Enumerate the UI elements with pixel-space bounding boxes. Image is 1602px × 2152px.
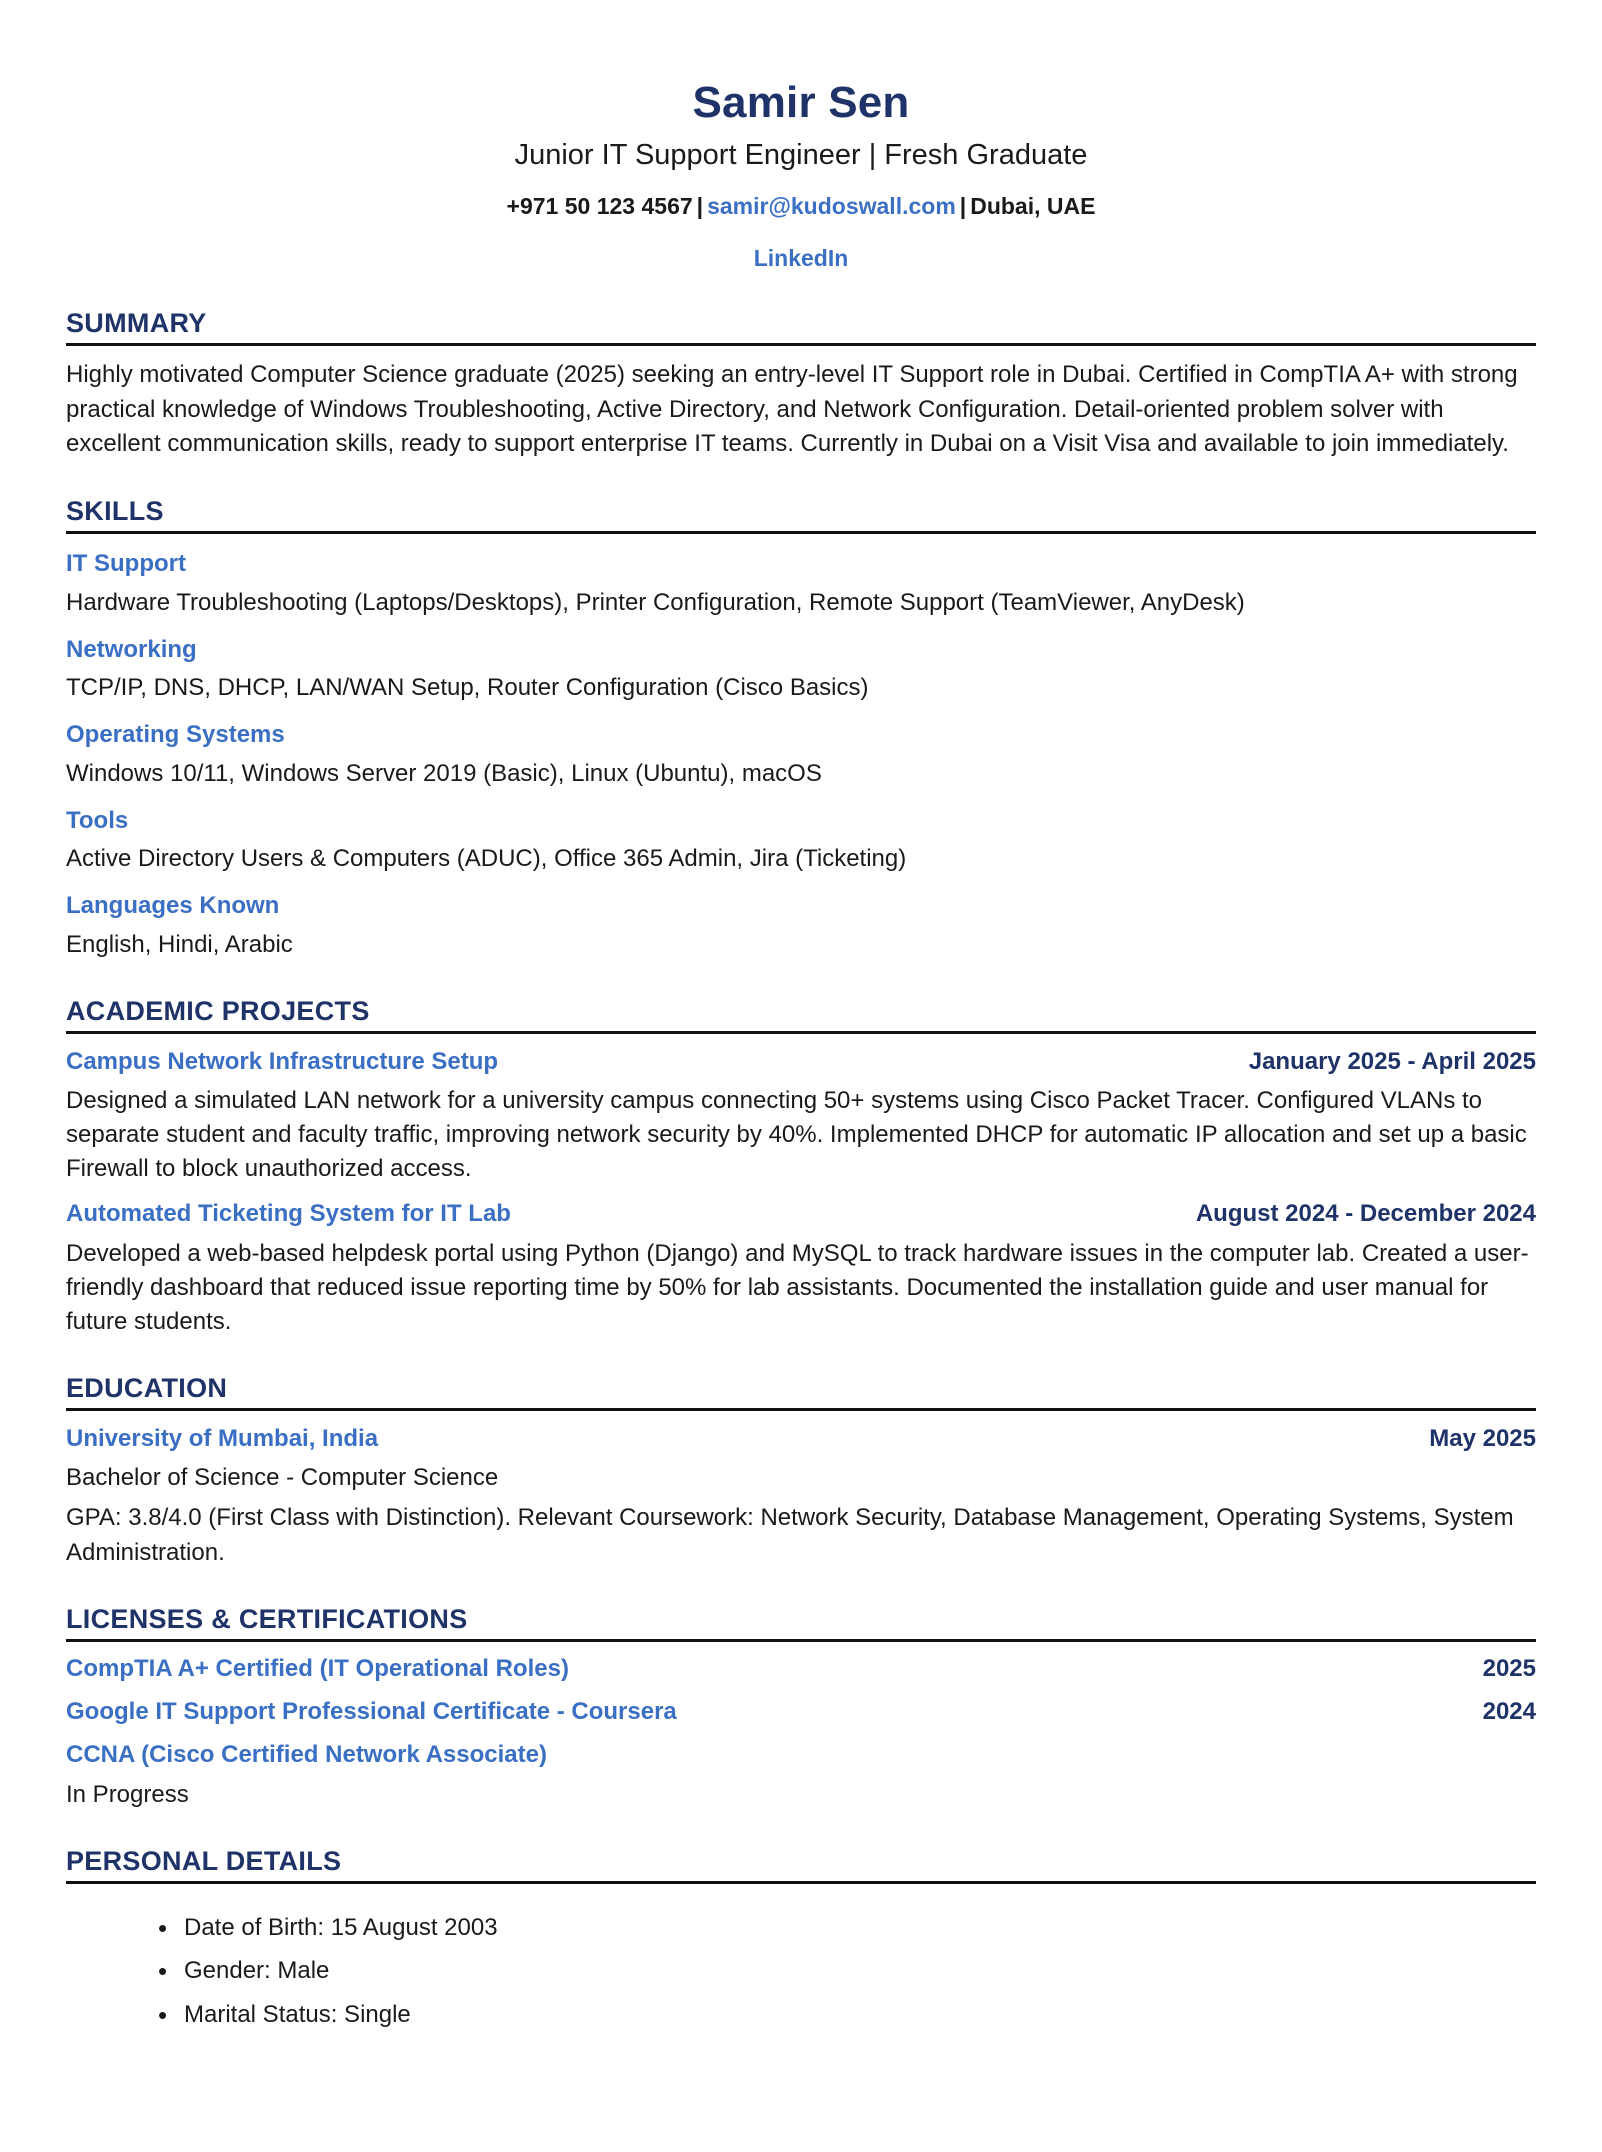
projects-section-title: ACADEMIC PROJECTS xyxy=(66,996,1536,1034)
education-institution: University of Mumbai, India xyxy=(66,1424,379,1452)
list-item: • Gender: Male xyxy=(158,1955,1536,1987)
skill-group-label: Tools xyxy=(66,806,129,834)
project-date: January 2025 - April 2025 xyxy=(1248,1047,1536,1075)
contact-separator-1: | xyxy=(696,192,704,219)
project-item xyxy=(66,1198,1536,1339)
personal-details-section-title: PERSONAL DETAILS xyxy=(66,1846,1536,1884)
education-date: May 2025 xyxy=(1429,1424,1536,1452)
section-skills xyxy=(66,496,1536,961)
skills-section-title: SKILLS xyxy=(66,496,1536,534)
project-header-row xyxy=(66,1198,1536,1230)
skills-list xyxy=(66,548,1536,961)
skill-group xyxy=(66,548,1536,619)
project-item xyxy=(66,1046,1536,1187)
skill-group xyxy=(66,805,1536,876)
skill-group-value: TCP/IP, DNS, DHCP, LAN/WAN Setup, Router Configuration (Cisco Basics) xyxy=(66,674,869,702)
certification-name: CCNA (Cisco Certified Network Associate) xyxy=(66,1741,547,1769)
section-academic-projects xyxy=(66,996,1536,1339)
summary-text: Highly motivated Computer Science graduate (2025) seeking an entry-level IT Support role in Dubai. Certified in CompTIA A+ with strong practical knowledge of Windows Troubleshooting, Active Directory, and Network Configuration. Detail-oriented problem solver with excellent communication skills, ready to support enterprise IT teams. Currently in Dubai on a Visit Visa and available to join immediately. xyxy=(66,360,1518,458)
candidate-name: Samir Sen xyxy=(692,78,910,127)
skill-group xyxy=(66,890,1536,961)
certifications-section-title: LICENSES & CERTIFICATIONS xyxy=(66,1604,1536,1642)
education-degree: Bachelor of Science - Computer Science xyxy=(66,1464,499,1492)
skill-group-label: Networking xyxy=(66,635,197,663)
skill-group-value: Windows 10/11, Windows Server 2019 (Basic), Linux (Ubuntu), macOS xyxy=(66,759,822,787)
section-education xyxy=(66,1373,1536,1570)
skill-group-label: Languages Known xyxy=(66,892,280,920)
section-personal-details xyxy=(66,1846,1536,2031)
skill-group-label: IT Support xyxy=(66,550,186,578)
certification-item xyxy=(66,1739,1536,1771)
certification-item xyxy=(66,1696,1536,1728)
skill-group xyxy=(66,634,1536,705)
linkedin-link[interactable]: LinkedIn xyxy=(753,244,849,271)
certification-name: CompTIA A+ Certified (IT Operational Roles) xyxy=(66,1654,569,1682)
skill-group-value: Hardware Troubleshooting (Laptops/Desktops), Printer Configuration, Remote Support (TeamViewer, AnyDesk) xyxy=(66,588,1245,616)
location-text: Dubai, UAE xyxy=(970,192,1096,219)
education-header-row xyxy=(66,1423,1536,1455)
list-item: • Marital Status: Single xyxy=(158,1999,1536,2031)
skill-group-value: English, Hindi, Arabic xyxy=(66,930,293,958)
certification-note: In Progress xyxy=(66,1780,189,1808)
contact-separator-2: | xyxy=(959,192,967,219)
project-name: Campus Network Infrastructure Setup xyxy=(66,1047,499,1075)
education-details: GPA: 3.8/4.0 (First Class with Distinction). Relevant Coursework: Network Security, Database Management, Operating Systems, System Administration. xyxy=(66,1504,1514,1566)
certification-name: Google IT Support Professional Certificate - Coursera xyxy=(66,1698,677,1726)
skill-group xyxy=(66,719,1536,790)
project-header-row xyxy=(66,1046,1536,1078)
project-description: Designed a simulated LAN network for a university campus connecting 50+ systems using Cisco Packet Tracer. Configured VLANs to separate student and faculty traffic, improving network security by 40%. Implemented DHCP for automatic IP allocation and set up a basic Firewall to block unauthorized access. xyxy=(66,1087,1527,1183)
project-date: August 2024 - December 2024 xyxy=(1195,1200,1536,1228)
resume-header xyxy=(66,78,1536,274)
project-name: Automated Ticketing System for IT Lab xyxy=(66,1200,511,1228)
section-summary xyxy=(66,308,1536,462)
certification-item xyxy=(66,1653,1536,1685)
linkedin-line xyxy=(66,244,1536,274)
certification-year: 2024 xyxy=(1482,1698,1536,1726)
personal-details-list xyxy=(66,1912,1536,2031)
skill-group-value: Active Directory Users & Computers (ADUC), Office 365 Admin, Jira (Ticketing) xyxy=(66,845,907,873)
contact-line xyxy=(66,191,1536,222)
education-section-title: EDUCATION xyxy=(66,1373,1536,1411)
section-certifications xyxy=(66,1604,1536,1812)
phone-number: +971 50 123 4567 xyxy=(506,192,693,219)
skill-group-label: Operating Systems xyxy=(66,721,285,749)
certification-year: 2025 xyxy=(1482,1654,1536,1682)
candidate-headline: Junior IT Support Engineer | Fresh Graduate xyxy=(514,138,1088,171)
email-link[interactable]: samir@kudoswall.com xyxy=(707,192,956,219)
list-item: • Date of Birth: 15 August 2003 xyxy=(158,1912,1536,1944)
project-description: Developed a web-based helpdesk portal using Python (Django) and MySQL to track hardware issues in the computer lab. Created a user-friendly dashboard that reduced issue reporting time by 50% for lab assistants. Documented the installation guide and user manual for future students. xyxy=(66,1239,1529,1335)
summary-section-title: SUMMARY xyxy=(66,308,1536,346)
